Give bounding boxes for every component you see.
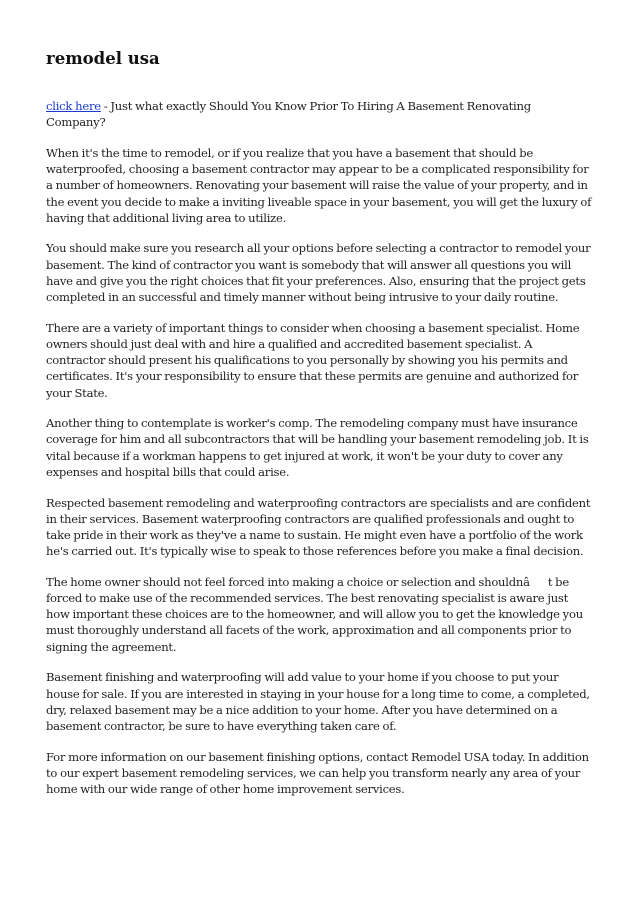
click-here-link[interactable]: click here [46, 99, 101, 113]
body-paragraph-3: There are a variety of important things to consider when choosing a basement specialist. Home owners should just deal with and hire a qualified and accredited basement specialist. A contractor should present his qualifications to you personally by showing you his permits and certificates. It's your responsibility to ensure that these permits are genuine and authorized for your State. [46, 320, 580, 400]
body-paragraph-8: For more information on our basement finishing options, contact Remodel USA today. In addition to our expert basement remodeling services, we can help you transform nearly any area of your home with our wide range of other home improvement services. [46, 749, 589, 797]
body-paragraph-2: You should make sure you research all your options before selecting a contractor to remodel your basement. The kind of contractor you want is somebody that will answer all questions you will have and give you the right choices that fit your preferences. Also, ensuring that the project gets completed in an successful and timely manner without being intrusive to your daily routine. [46, 241, 591, 305]
body-paragraph-6: The home owner should not feel forced into making a choice or selection and shouldnât be forced to make use of the recommended services. The best renovating specialist is aware just how important these choices are to the homeowner, and will allow you to get the knowledge you must thoroughly understand all facets of the work, approximation and all components prior to signing the agreement. [46, 574, 583, 654]
intro-text: - Just what exactly Should You Know Prior To Hiring A Basement Renovating Company? [46, 99, 531, 130]
intro-paragraph [46, 98, 592, 130]
body-paragraph-1: When it's the time to remodel, or if you realize that you have a basement that should be waterproofed, choosing a basement contractor may appear to be a complicated responsibility for a number of homeowners. Renovating your basement will raise the value of your property, and in the event you decide to make a inviting liveable space in your basement, you will get the luxury of having that additional living area to utilize. [46, 145, 592, 225]
document-page [46, 48, 592, 812]
body-paragraph-4: Another thing to contemplate is worker's comp. The remodeling company must have insurance coverage for him and all subcontractors that will be handling your basement remodeling job. It is vital because if a workman happens to get injured at work, it won't be your duty to cover any expenses and hospital bills that could arise. [46, 416, 589, 479]
body-paragraph-7: Basement finishing and waterproofing will add value to your home if you choose to put your house for sale. If you are interested in staying in your house for a long time to come, a completed, dry, relaxed basement may be a nice addition to your home. After you have determined on a basement contractor, be sure to have everything taken care of. [46, 670, 590, 733]
body-paragraph-5: Respected basement remodeling and waterproofing contractors are specialists and are confident in their services. Basement waterproofing contractors are qualified professionals and ought to take pride in their work as they've a name to sustain. He might even have a portfolio of the work he's carried out. It's typically wise to speak to those references before you make a final decision. [46, 495, 591, 559]
document-title: remodel usa [46, 49, 160, 68]
